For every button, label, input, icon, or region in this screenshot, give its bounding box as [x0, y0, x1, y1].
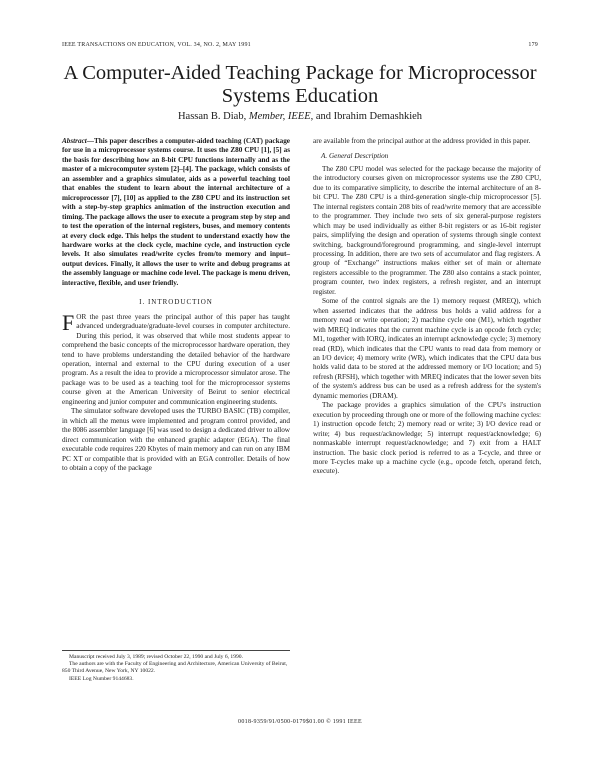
footnote-affiliation: The authors are with the Faculty of Engineering and Architecture, American University of Beirut, 850 Third Avenue, New York, NY 10022.	[62, 661, 288, 675]
author-name-1: Hassan B. Diab,	[177, 111, 247, 122]
section-heading-intro: I. INTRODUCTION	[139, 298, 213, 307]
abstract-text: —This paper describes a computer-aided teaching (CAT) package for use in a microprocessor systems course. It uses the Z80 CPU [1], [5] as the basis for describing how an 8-bit CPU functions internally and as the master of a microcomputer system [2]–[4]. The package, which consists of an assembler and a graphics simulator, aids as a powerful teaching tool that enables the student to learn about the internal architecture of a microprocessor [7], [10] as applied to the Z80 CPU and its instruction set with a step-by-step graphics animation of the instruction execution and timing. The package allows the user to execute a program step by step and to test the operation of the internal registers, buses, and memory contents at every clock edge. This helps the student to understand exactly how the hardware works at the clock cycle, machine cycle, and instruction cycle levels. It also simulates read/write cycles from/to memory and input–output devices. Finally, it allows the user to write and debug programs at the assembly language or machine code level. The package is menu driven, interactive, flexible, and user friendly.	[62, 137, 290, 287]
general-paragraph-2: Some of the control signals are the 1) memory request (MREQ), which when asserted indicates that the address bus holds a valid address for a memory read or write operation; 2) machine cycle one (M1), which together with MREQ indicates that the current machine cycle is an opcode fetch cycle; M1, together with IORQ, indicates an interrupt acknowledge cycle; 3) memory read (RD), which indicates that the CPU wants to read data from memory or an I/O device; 4) memory write (WR), which indicates that the CPU data bus holds valid data to be stored at the addressed memory or I/O location; and 5) refresh (RFSH), which together with MREQ indicates that the lower seven bits of the system's address bus can be used as a refresh address for the system's dynamic memories (DRAM).	[313, 297, 541, 400]
author-role-1: Member, IEEE,	[248, 111, 314, 122]
general-paragraph-1: The Z80 CPU model was selected for the package because the majority of the introductory courses given on microprocessor systems use the Z80 CPU, due to its comparative simplicity, to describe the internal architecture of an 8-bit CPU. The Z80 CPU is a third-generation single-chip microprocessor [5]. The internal registers contain 208 bits of read/write memory that are accessible to the programmer. They include two sets of six general-purpose registers which may be used individually as either 8-bit registers or as 16-bit register pairs, simplifying the design and operation of systems through single context switching, background/foreground programming, and single-level interrupt processing. In addition, there are two sets of accumulator and flag registers. A group of “Exchange” instructions makes either set of main or alternate registers accessible to the programmer. The Z80 also contains a stack pointer, program counter, two index registers, a refresh register, and an interrupt register.	[313, 164, 541, 296]
abstract	[62, 137, 290, 288]
copyright-line: 0018-9359/91/0500-0179$01.00 © 1991 IEEE	[238, 719, 362, 725]
footnote-ieee-log: IEEE Log Number 9144683.	[69, 675, 134, 682]
general-paragraph-3: The package provides a graphics simulation of the CPU's instruction execution by proceeding through one or more of the following machine cycles: 1) instruction opcode fetch; 2) memory read or write; 3) I/O device read or write; 4) bus request/acknowledge; 5) interrupt request/acknowledge; 6) nonmaskable interrupt request/acknowledge; and 7) exit from a HALT instruction. The basic clock period is referred to as a T-cycle, and three or more T-cycles make up a machine cycle (e.g., opcode fetch, operand fetch, execute).	[313, 401, 541, 476]
right-column	[313, 137, 541, 477]
intro-paragraph-1	[62, 309, 290, 408]
footnote-received: Manuscript received July 3, 1989; revised October 22, 1990 and July 6, 1990.	[69, 654, 243, 660]
journal-header: IEEE TRANSACTIONS ON EDUCATION, VOL. 34, NO. 2, MAY 1991	[62, 42, 251, 48]
drop-cap: F	[62, 309, 75, 335]
right-continuation: are available from the principal author at the address provided in this paper.	[313, 137, 531, 145]
intro-paragraph-2: The simulator software developed uses the TURBO BASIC (TB) compiler, in which all the menus were implemented and program control provided, and the 8086 assembler language [6] was used to design a dedicated driver to allow direct communication with the enhanced graphic adapter (EGA). The final executable code requires 220 Kbytes of main memory and can run on any IBM PC XT or compatible that is provided with an EGA controller. Details of how to obtain a copy of the package	[62, 407, 290, 472]
paper-title: A Computer-Aided Teaching Package for Microprocessor Systems Education	[63, 62, 537, 107]
running-header	[62, 42, 538, 52]
footnote	[62, 650, 290, 683]
left-column	[62, 137, 290, 473]
author-name-2: and Ibrahim Demashkieh	[315, 111, 423, 122]
intro-paragraph-1-text: OR the past three years the principal author of this paper has taught advanced undergraduate/graduate-level courses in computer architecture. During this period, it was observed that while most students appear to comprehend the basic concepts of the microprocessor hardware operation, they tend to have problems understanding the detailed behavior of the hardware operation, internal and external to the CPU during execution of a user program. As a result the idea to provide a microprocessor simulator arose. The package was to be used as a teaching tool for the microprocessor systems course given at the American University of Beirut to senior electrical engineering and junior computer and communication engineering students.	[62, 312, 290, 406]
page-number: 179	[528, 42, 538, 48]
author-line	[62, 111, 538, 122]
subsection-heading-general: A. General Description	[321, 152, 389, 161]
abstract-label: Abstract	[62, 137, 87, 145]
